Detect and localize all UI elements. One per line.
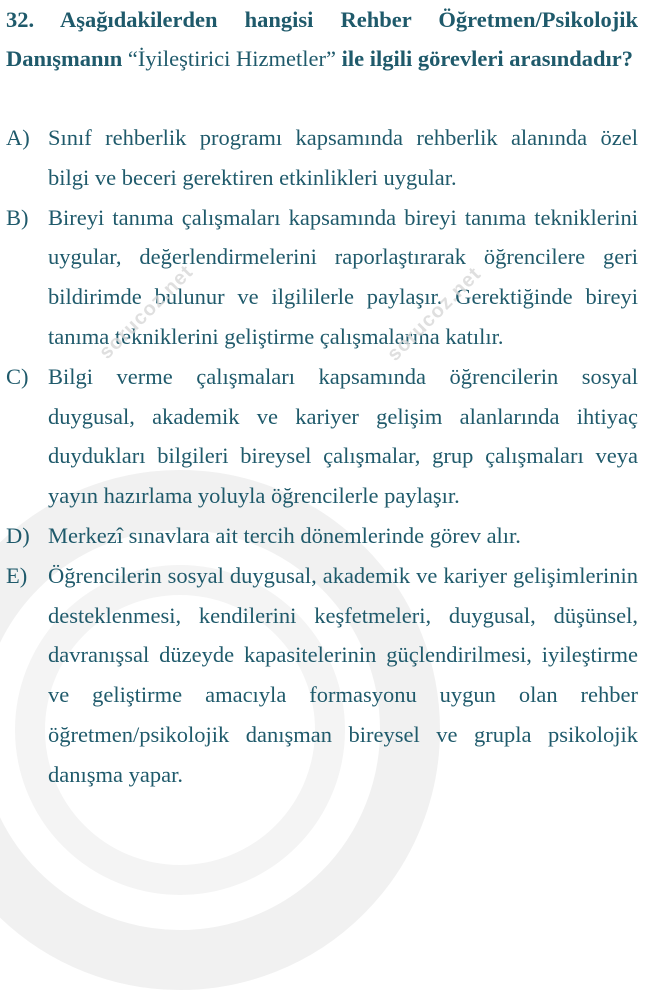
option-e[interactable] [6,556,638,795]
option-d[interactable] [6,516,638,556]
question-number: 32. [6,7,35,32]
options-list [6,118,638,795]
question-text-bold-end: ile ilgili görevleri arasındadır? [341,46,634,71]
option-letter: B) [6,204,29,230]
watermark-text: sorucoz.net [383,262,486,366]
option-text: Öğrencilerin sosyal duygusal, akademik ve kariyer gelişimlerinin desteklenmesi, kendilerini keşfetmeleri, duygusal, düşünsel, davranışsal düzeyde kapasitelerinin güçlendirilmesi, iyileştirme ve geliştirme amacıyla formasyonu uygun olan rehber öğretmen/psikolojik danışman bireysel ve grupla psikolojik danışma yapar. [48,562,638,787]
option-text: Bireyi tanıma çalışmaları kapsamında bireyi tanıma tekniklerini uygular, değerlendirmelerini raporlaştırarak öğrencilere geri bildirimde bulunur ve ilgililerle paylaşır. Gerektiğinde bireyi tanıma tekniklerini geliştirme çalışmalarına katılır. [48,204,638,349]
option-letter: E) [6,562,28,588]
option-letter: D) [6,522,30,548]
question-text-bold: Aşağıdakilerden hangisi Rehber Öğretmen/Psikolojik Danışmanın [6,7,638,71]
question-stem [6,0,638,78]
option-a[interactable] [6,118,638,198]
question-text-quoted: “İyileştirici Hizmetler” [122,46,342,71]
option-text: Bilgi verme çalışmaları kapsamında öğrencilerin sosyal duygusal, akademik ve kariyer gelişim alanlarında ihtiyaç duydukları bilgileri bireysel çalışmalar, grup çalışmaları veya yayın hazırlama yoluyla öğrencilerle paylaşır. [48,363,638,509]
option-text: Sınıf rehberlik programı kapsamında rehberlik alanında özel bilgi ve beceri gerektiren etkinlikleri uygular. [48,125,638,190]
option-c[interactable] [6,357,638,516]
watermark-text: sorucoz.net [95,260,198,364]
option-letter: A) [6,125,30,150]
option-b[interactable] [6,198,638,357]
option-text: Merkezî sınavlara ait tercih dönemlerinde görev alır. [48,522,521,548]
option-letter: C) [6,363,29,389]
